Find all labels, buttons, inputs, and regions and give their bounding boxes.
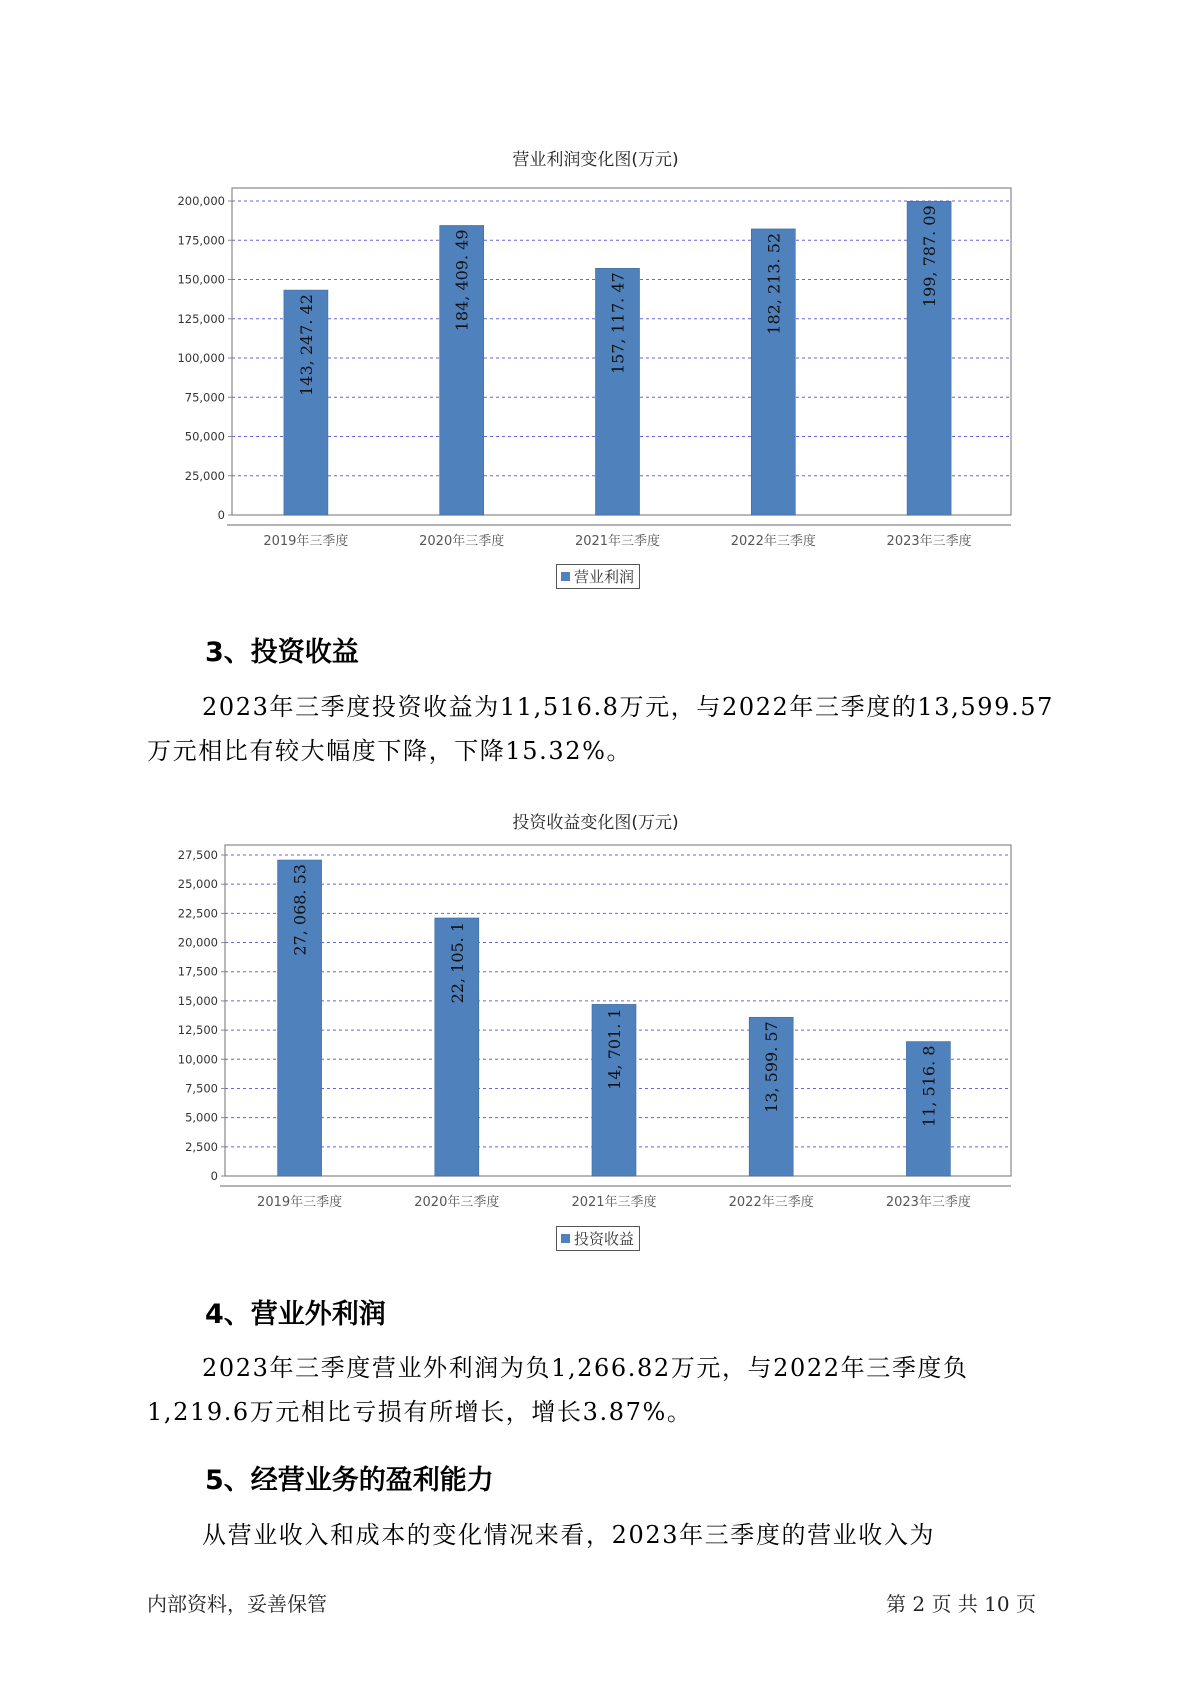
footer-note: 内部资料，妥善保管 (147, 1592, 327, 1616)
paragraph-line: 2023年三季度营业外利润为负1,266.82万元，与2022年三季度负 (202, 1354, 969, 1382)
chart-title-operating-profit: 营业利润变化图(万元) (512, 150, 679, 170)
page-number: 第 2 页 共 10 页 (886, 1592, 1036, 1616)
y-tick-label: 12,500 (177, 1023, 218, 1038)
paragraph-line: 2023年三季度投资收益为11,516.8万元，与2022年三季度的13,599.57 (202, 693, 1054, 721)
x-tick-label: 2021年三季度 (574, 534, 661, 549)
legend-swatch (561, 1234, 570, 1243)
y-tick-label: 25,000 (184, 468, 225, 483)
x-tick-label: 2019年三季度 (257, 1195, 343, 1210)
x-tick-label: 2023年三季度 (886, 534, 972, 549)
x-tick-label: 2020年三季度 (414, 1195, 500, 1210)
x-tick-label: 2021年三季度 (571, 1195, 657, 1210)
paragraph-line: 1,219.6万元相比亏损有所增长，增长3.87%。 (147, 1398, 693, 1426)
y-tick-label: 25,000 (177, 877, 218, 892)
paragraph-line: 从营业收入和成本的变化情况来看，2023年三季度的营业收入为 (202, 1521, 936, 1549)
y-tick-label: 10,000 (177, 1052, 218, 1067)
x-tick-label: 2019年三季度 (263, 534, 349, 549)
legend-label: 营业利润 (574, 568, 635, 586)
y-tick-label: 125,000 (177, 311, 225, 326)
y-tick-label: 2,500 (185, 1139, 218, 1154)
x-tick-label: 2022年三季度 (730, 534, 816, 549)
y-tick-label: 175,000 (177, 233, 225, 248)
y-tick-label: 50,000 (184, 429, 225, 444)
y-tick-label: 22,500 (177, 906, 218, 921)
x-tick-label: 2020年三季度 (419, 534, 505, 549)
y-tick-label: 0 (217, 508, 225, 522)
section-paragraph (147, 1346, 1067, 1434)
y-tick-label: 20,000 (177, 935, 218, 950)
y-tick-label: 27,500 (177, 848, 218, 862)
y-tick-label: 17,500 (177, 964, 218, 979)
x-tick-label: 2022年三季度 (728, 1195, 814, 1210)
paragraph-line: 万元相比有较大幅度下降，下降15.32%。 (147, 737, 633, 765)
section-paragraph (147, 1513, 1067, 1557)
y-tick-label: 5,000 (185, 1110, 218, 1125)
data-label: 143, 247. 42 (296, 294, 316, 396)
chart-title-investment-income: 投资收益变化图(万元) (512, 813, 679, 833)
y-tick-label: 150,000 (177, 272, 225, 287)
data-label: 11, 516. 8 (919, 1045, 939, 1127)
data-label: 14, 701. 1 (605, 1008, 624, 1090)
y-tick-label: 0 (210, 1169, 218, 1183)
y-tick-label: 15,000 (177, 993, 218, 1008)
legend-investment-income (556, 1226, 640, 1251)
data-label: 22, 105. 1 (447, 921, 467, 1004)
data-label: 13, 599. 57 (762, 1021, 782, 1113)
y-tick-label: 100,000 (177, 351, 225, 365)
x-tick-label: 2023年三季度 (885, 1195, 971, 1210)
data-label: 27, 068. 53 (290, 864, 310, 956)
y-tick-label: 7,500 (185, 1081, 218, 1096)
y-tick-label: 75,000 (184, 390, 225, 405)
legend-label: 投资收益 (574, 1230, 635, 1248)
section-heading: 5、经营业务的盈利能力 (205, 1465, 494, 1496)
section-heading: 4、营业外利润 (205, 1299, 386, 1330)
section-heading: 3、投资收益 (205, 637, 359, 668)
y-tick-label: 200,000 (177, 194, 225, 208)
data-label: 184, 409. 49 (452, 229, 472, 332)
data-label: 157, 117. 47 (608, 272, 628, 375)
data-label: 199, 787. 09 (920, 205, 940, 308)
data-label: 182, 213. 52 (764, 232, 784, 335)
